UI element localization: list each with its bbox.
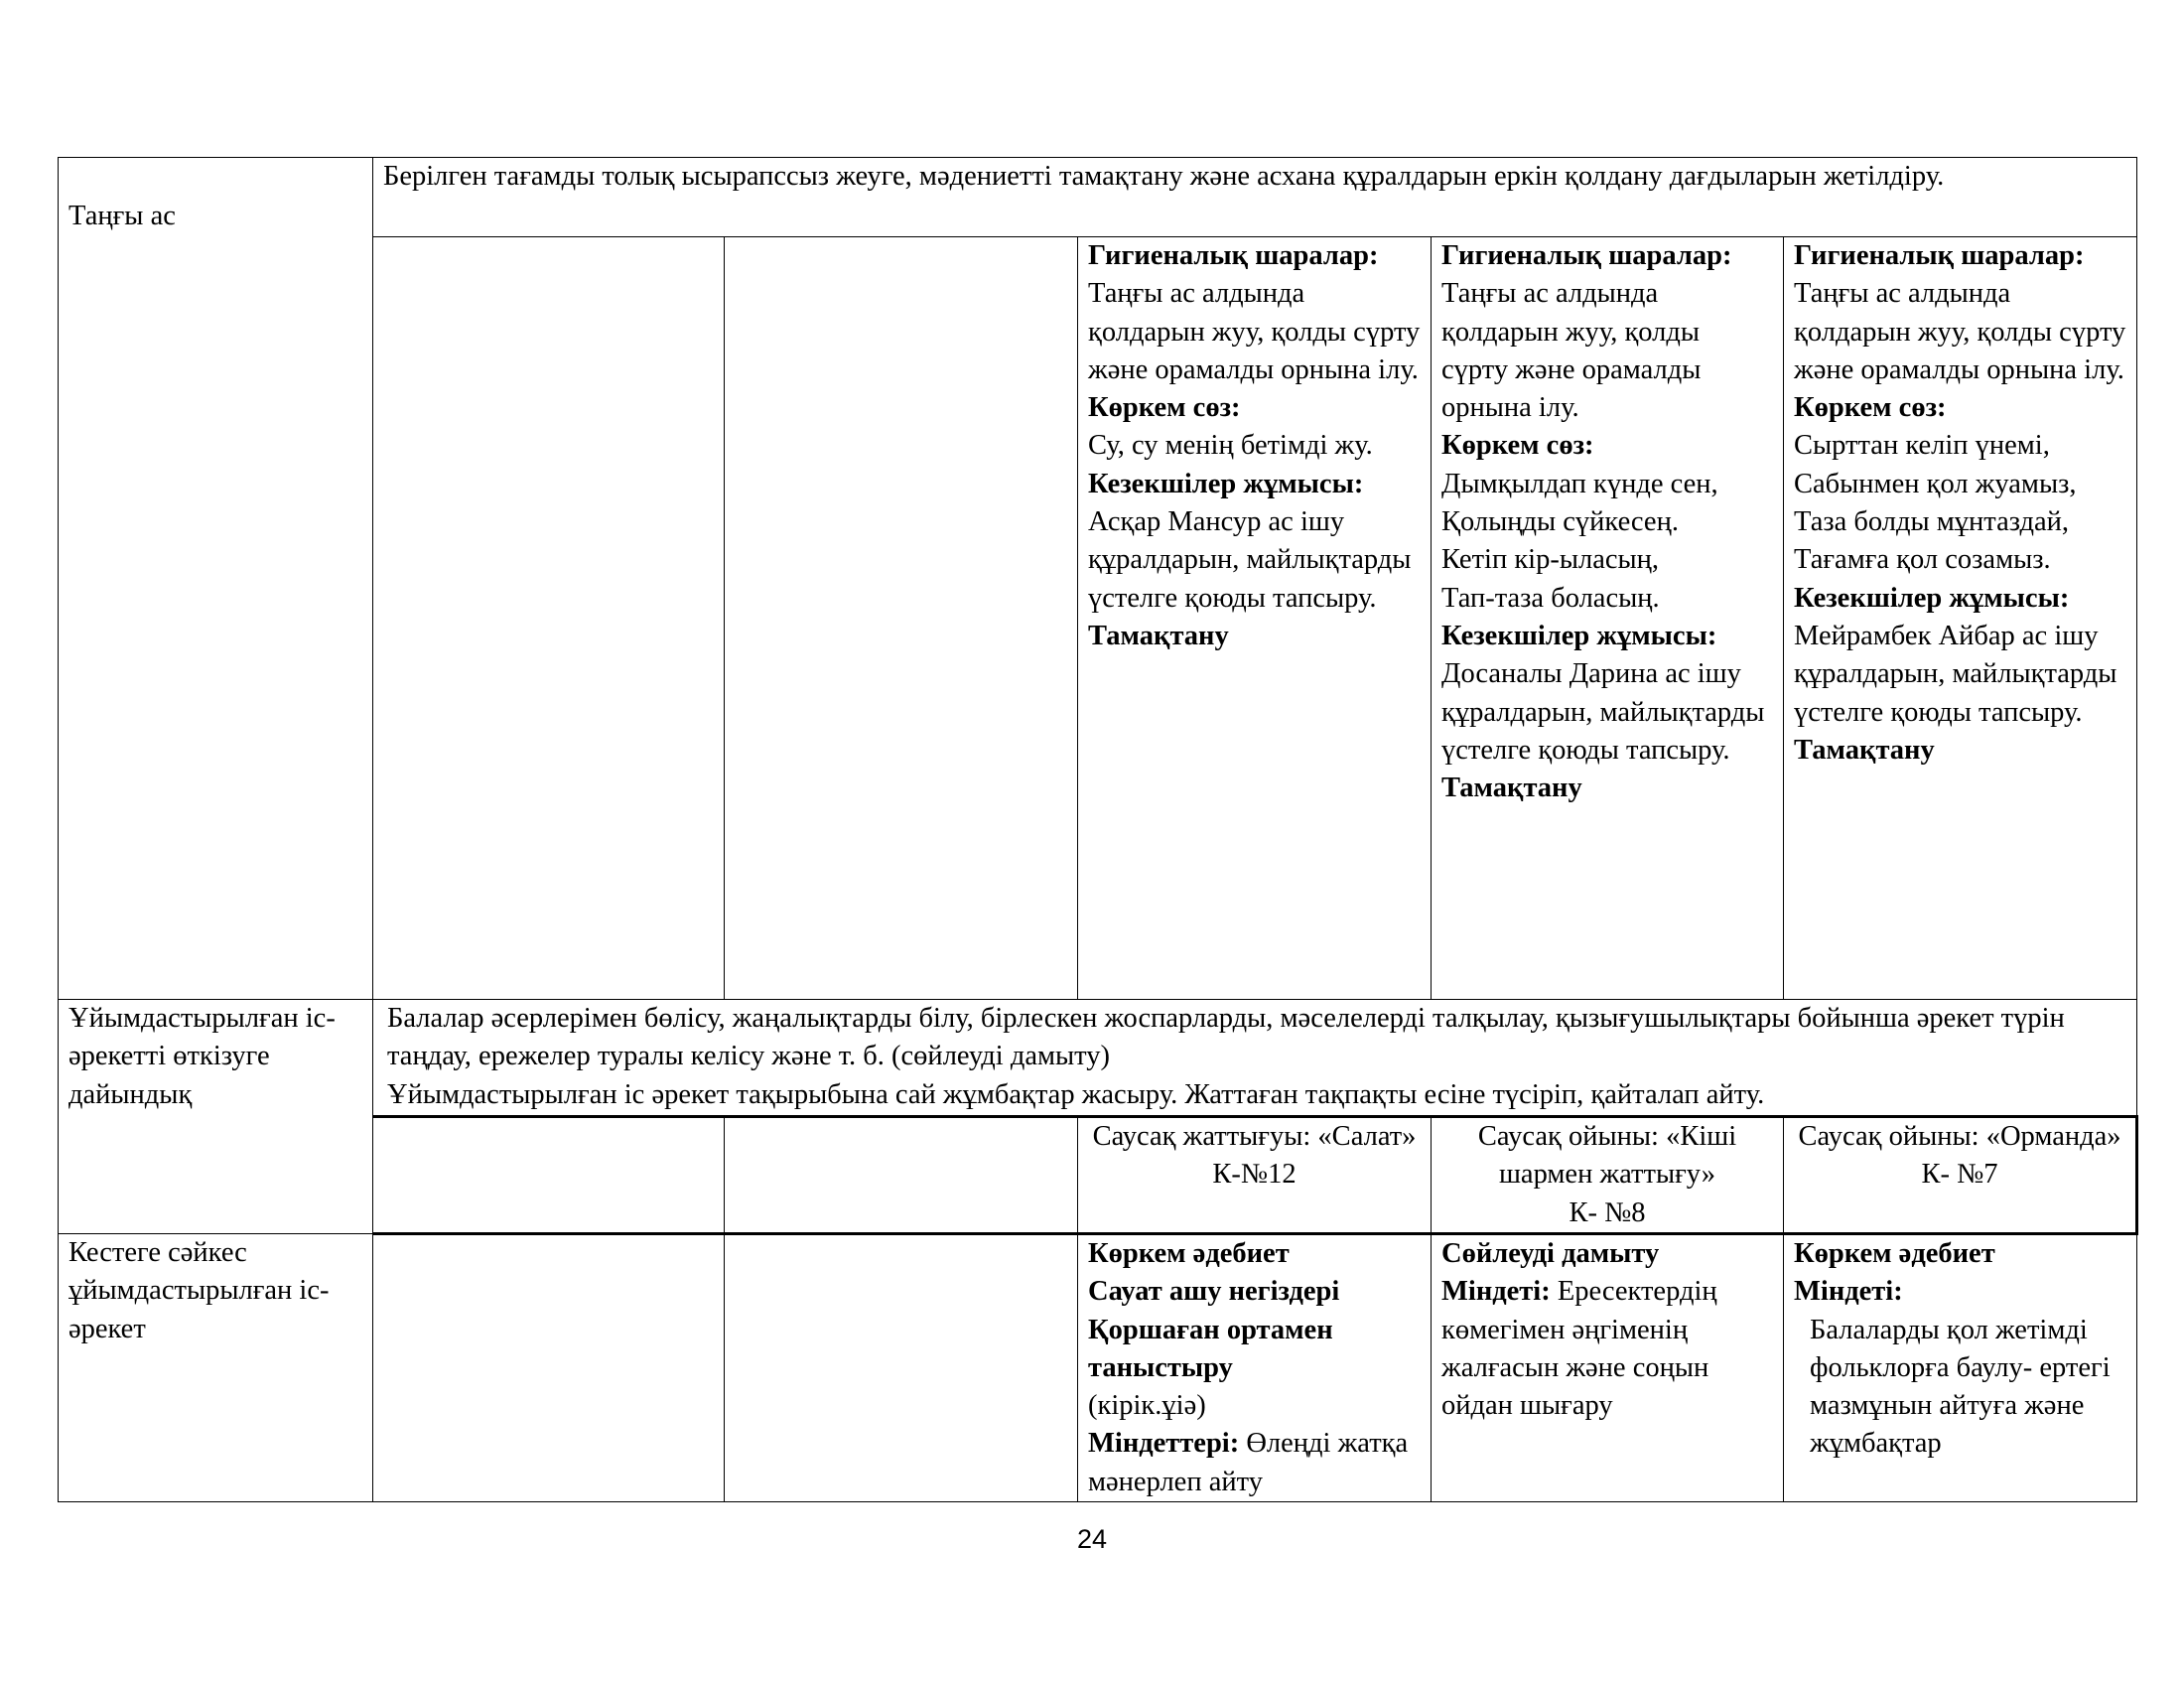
hygiene-text: Таңғы ас алдында қолдарын жуу, қолды сүрту және орамалды орнына ілу. [1441, 278, 1702, 424]
duty-label: Кезекшілер жұмысы: [1794, 582, 2070, 614]
task-text: Өлеңді жатқа мәнерлеп айту [1088, 1428, 1409, 1497]
scheduled-day-2-subject: Сөйлеуді дамыту [1441, 1238, 1660, 1269]
meal-label: Тамақтану [1088, 620, 1229, 651]
preparation-day-1: Саусақ жаттығуы: «Салат» К-№12 [1078, 1117, 1432, 1234]
breakfast-label: Таңғы ас [59, 158, 373, 1000]
art-word-text: Дымқылдап күнде сен, Қолыңды сүйкесең. Кетіп кір-ыласың, Тап-таза боласың. [1441, 468, 1718, 614]
scheduled-day-2 [1432, 1234, 1784, 1502]
breakfast-day-2 [1432, 237, 1784, 1000]
scheduled-empty-cell-1 [373, 1234, 725, 1502]
breakfast-day-3 [1784, 237, 2137, 1000]
hygiene-label: Гигиеналық шаралар: [1794, 240, 2085, 271]
task-label: Міндеттері: [1088, 1428, 1240, 1460]
duty-label: Кезекшілер жұмысы: [1441, 620, 1717, 651]
breakfast-empty-cell-1 [373, 237, 725, 1000]
preparation-goal-row [59, 1000, 2137, 1117]
art-word-text: Сырттан келіп үнемі, Сабынмен қол жуамыз, Таза болды мұнтаздай, Тағамға қол созамыз. [1794, 430, 2077, 576]
preparation-goal [373, 1000, 2137, 1117]
breakfast-day-1 [1078, 237, 1432, 1000]
preparation-goal-line-1: Балалар әсерлерімен бөлісу, жаңалықтарды білу, бірлескен жоспарларды, мәселелерді талқылау, қызығушылықтары бойынша әрекет түрін таңдау, ережелер туралы келісу және т. б. (сөйлеуді дамыту) [387, 1003, 2065, 1072]
art-word-label: Көркем сөз: [1441, 430, 1594, 462]
hygiene-label: Гигиеналық шаралар: [1441, 240, 1732, 271]
preparation-day-3: Саусақ ойыны: «Орманда» К- №7 [1784, 1117, 2137, 1234]
meal-label: Тамақтану [1441, 773, 1582, 804]
preparation-empty-cell-1 [373, 1117, 725, 1234]
hygiene-text: Таңғы ас алдында қолдарын жуу, қолды сүрту және орамалды орнына ілу. [1794, 278, 2126, 385]
duty-text: Асқар Мансур ас ішу құралдарын, майлықтарды үстелге қоюды тапсыру. [1088, 506, 1412, 614]
task-text: Ересектердің көмегімен әңгіменің жалғасын және соңын ойдан шығару [1441, 1276, 1717, 1422]
art-word-label: Көркем сөз: [1794, 392, 1947, 424]
page [58, 157, 2136, 1502]
breakfast-goal-row [59, 158, 2137, 237]
task-label: Міндеті: [1441, 1276, 1551, 1308]
page-number: 24 [1076, 1524, 1108, 1554]
preparation-label: Ұйымдастырылған іс-әрекетті өткізуге дайындық [59, 1000, 373, 1234]
scheduled-day-3 [1784, 1234, 2137, 1502]
scheduled-day-1-subjects: Көркем әдебиет Сауат ашу негіздері Қоршаған ортамен таныстыру [1088, 1238, 1340, 1383]
meal-label: Тамақтану [1794, 734, 1935, 766]
art-word-text: Су, су менің бетімді жу. [1088, 430, 1373, 462]
duty-text: Досаналы Дарина ас ішу құралдарын, майлықтарды үстелге қоюды тапсыру. [1441, 658, 1765, 766]
scheduled-label: Кестеге сәйкес ұйымдастырылған іс-әрекет [59, 1234, 373, 1502]
preparation-goal-line-2: Ұйымдастырылған іс әрекет тақырыбына сай жұмбақтар жасыру. Жаттаған тақпақты есіне түсіріп, қайталап айту. [387, 1078, 1765, 1110]
task-text: Балаларды қол жетімді фольклорға баулу- ертегі мазмұнын айтуға және жұмбақтар [1810, 1314, 2111, 1460]
scheduled-day-3-subject: Көркем әдебиет [1794, 1238, 1995, 1269]
hygiene-label: Гигиеналық шаралар: [1088, 240, 1379, 271]
duty-text: Мейрамбек Айбар ас ішу құралдарын, майлықтарды үстелге қоюды тапсыру. [1794, 620, 2117, 728]
daily-plan-table [58, 157, 2138, 1502]
art-word-label: Көркем сөз: [1088, 392, 1241, 424]
scheduled-day-1 [1078, 1234, 1432, 1502]
task-label: Міндеті: [1794, 1276, 1903, 1308]
preparation-day-2: Саусақ ойыны: «Кіші шармен жаттығу» К- №8 [1432, 1117, 1784, 1234]
scheduled-row [59, 1234, 2137, 1502]
breakfast-goal: Берілген тағамды толық ысырапссыз жеуге, мәдениетті тамақтану және асхана құралдарын еркін қолдану дағдыларын жетілдіру. [373, 158, 2137, 237]
preparation-empty-cell-2 [725, 1117, 1078, 1234]
hygiene-text: Таңғы ас алдында қолдарын жуу, қолды сүрту және орамалды орнына ілу. [1088, 278, 1421, 385]
duty-label: Кезекшілер жұмысы: [1088, 468, 1364, 499]
scheduled-day-1-note: (кірік.ұіә) [1088, 1390, 1206, 1422]
breakfast-empty-cell-2 [725, 237, 1078, 1000]
scheduled-empty-cell-2 [725, 1234, 1078, 1502]
